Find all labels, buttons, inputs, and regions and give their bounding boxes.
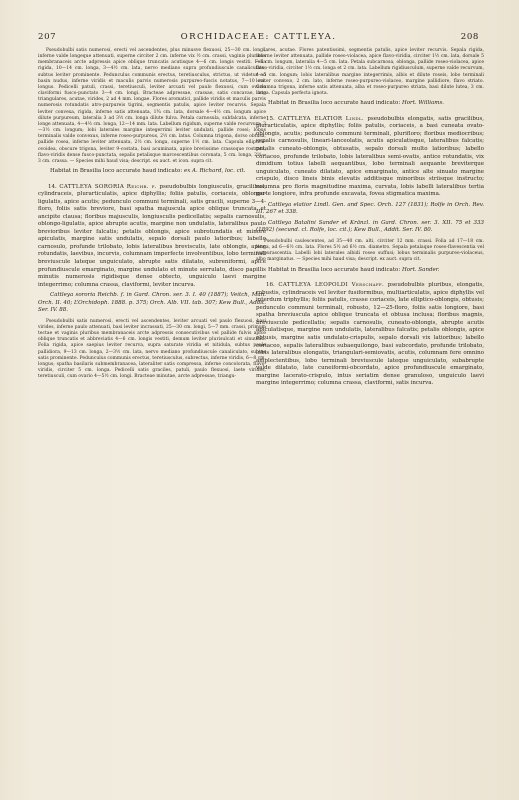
- species-name: CATTLEYA LEOPOLDI: [278, 282, 348, 289]
- species-author: Lindl.: [345, 115, 364, 122]
- species-diagnosis: pseudobulbis pluribus, elongatis, robustis, cylindraceis vel leviter fusiformibus, multiarticulatis, apice diphyllis vel interdum triphyllis; foliis patulis, crasse coriaceis, late elliptico-oblongis, obtusis; pedunculo communi terminali, robusto, 12—25-floro, foliis satis longiore, basi spatha breviuscula apice oblique truncata et obtusa inclusa; floribus magnis, breviuscule pedicellatis; sepalis carnosulis, cuneato-oblongis, abrupte acutis apiculatisque, margine non undulatis, lateralibus falcatis; petalis oblongis, apice obtusis, margine satis undulato-crispulis, sepalo dorsali vix latioribus; labello coriaceo, sepalis lateralibus subaequilongo, basi subcordato, profunde trilobato, lobis lateralibus elongatis, triangulari-semiovatis, acutis, columnam fere omnino amplectentibus, lobo terminali breviuscule lateque unguiculato, subabrupte valde dilatato, late cuneiformi-obcordato, apice profundiuscule emarginato, margine lacerato-crispulo, intus seriatim dense granuloso, unguiculo laevi margine integerrimo; columna crassa, claviformi, satis incurva.: [256, 282, 485, 387]
- species-number: 16.: [266, 282, 275, 289]
- description-paragraph: Pseudobulbi caulescentes, ad 35—40 cm. alti, circiter 12 mm. crassi. Folia ad 17—18 cm. longa, ad 6—6½ cm. lata. Flores 5½ ad 6½ cm. diametro. Sepala petalaque roseo-flavescentia vel purpurascentia. Labelli lobi laterales albidi roseo suffusi; lobus terminalis purpureo-violaceus, albo marginatus. — Species mihi haud visa; descript. ex auct. supra cit.: [256, 239, 484, 263]
- description-paragraph: Pseudobulbi satis numerosi, erecti vel ascendentes, leviter arcuati vel paulo flexuosi, basi virides, inferne paulo attenuati, basi leviter incrassati, 25—30 cm. longi, 5—7 mm. crassi, primum tectae et vaginis pluribus membranaceis arcte adpressis consecutivibus vel pallide fulvis apice oblique truncatis et abbreviatis 4—6 cm. longis vestiti, demum leviter plurisulcati et sinuulati. Folia rigida, apice saepius leviter recurva, supra saturate viridia et nitidula, subtus paulo pallidiora, 9—13 cm. longa, 2—3½ cm. lata, nervo mediano profundiuscule canaliculato, subtus satis prominente. Pedunculus communis erectus, teretiusculus, subrectus, inferne viridis, 6—8 cm. longus; spatha basilaris submembranacea, lateraliter satis compressa, inferne concolorata, flavo-viridis, circiter 5 cm. longa. Pedicelli satis graciles, patuli, paulo flexuosi, laete virides, teretiusculi, cum ovario 4—5½ cm. longi. Bracteae minutae, arcte adpressae, triangu-: [38, 318, 266, 380]
- synonymy: Cattleya sororia Reichb. f. in Gard. Chron. ser. 3. I. 40 (1887); Veitch, Man. Orch. II. 40; L’Orchidoph. 1888. p. 375; Orch. Alb. VII. tab. 307; Kew Bull., Addit. Ser. IV. 88.: [38, 292, 266, 314]
- synonymy: Cattleya Batalini Sander et Kränzl. in Gard. Chron. ser. 3. XII. 75 et 333 (1892) (secund. cl. Rolfe, loc. cit.); Kew Bull., Addit. Ser. IV. 80.: [256, 219, 484, 234]
- species-entry-16: [256, 282, 484, 388]
- species-diagnosis: pseudobulbis longiusculis, gracilibus, cylindraceis, plurarticulatis, apice diphyllis; foliis patulis, coriaceis, oblongo-ligulatis, apice acutis; pedunculo communi terminali, satis gracili, superne 3—4-floro, foliis satis breviore, basi spatha majuscula apice oblique truncata et ancipite clausa; floribus majusculis, longiusculis pedicellatis; sepalis carnosulis, oblongo-ligulatis, apice abrupte acutis, margine non undulatis, lateralibus paulo brevioribus leviter falcatis; petalis oblongis, apice subrotundatis et minore apiculatis, margine satis undulatis, sepalo dorsali paulo latioribus; labello carnosulo, profunde trilobato, lobis lateralibus brevisculis, late oblongis, apice rotundatis, laevibus, incurvis, columnam imperfecte involventibus, lobo terminali breviuscule lateque unguiculato, abrupte satis dilatato, subreniformi, apice profundiuscule emarginato, margine undulato et minute serrulato, disco papillis minutis numerosis rigidisque dense obtecto, unguiculo laevi margine integerrimo; columna crassa, claviformi, leviter incurva.: [38, 183, 266, 288]
- species-number: 15.: [266, 115, 275, 122]
- habitat-label: Habitat in Brasilia loco accurate haud indicato:: [50, 167, 183, 174]
- left-column: [38, 48, 266, 380]
- species-name: CATTLEYA SORORIA: [59, 183, 125, 190]
- synonymy: Cattleya elatior Lindl. Gen. and Spec. Orch. 127 (1831); Rolfe in Orch. Rev. III. 267 et 338.: [256, 201, 484, 216]
- right-column: [256, 48, 484, 388]
- description-paragraph: Pseudobulbi satis numerosi, erecti vel ascendentes, plus minusve flexuosi, 25—30 cm. longi, inferne valde longeque attenuati, superne circiter 2 cm. inferne vix ½ cm. crassi, vaginis pluribus membranaceis arcte adpressis apice oblique truncatis acutisque 4—6 cm. longis vestiti. Folia rigida, 10—14 cm. longa, 3—4½ cm. lata, nervo mediano supra profundiuscule canaliculato, subtus leviter prominente. Pedunculus communis erectus, teretiusculus, strictus, ut videtur ad basin nudus, inferne viridis et maculis parvis numerosis purpureo-fuscis notatus, 7—10 cm. longus. Pedicelli patuli, crassi, teretiusculi, leviter arcuati vel paulo flexuosi, cum ovario claviformi fusco-punctato 3—4 cm. longi. Bracteae adpressae, crassae, satis concavae, late triangulares, acutae, virides, 2 ad 4 mm. longae. Flores aromatici, pallide viridis et maculis parvis numerosis rotundatis atro-purpureis tigrini, segmentis patulis, apice leviter recurvis. Sepala leviter convexa, rigida, inferne satis attenuata, 1¾ cm. lata, dorsale 4—4½ cm. longum apice dilute purpureum, lateralia 3 ad 3½ cm. longa dilute fulva. Petala carnosula, subfalcata, inferne longe attenuata, 4—4½ cm. longa, 12—14 mm. lata. Labellum rigidum, superne valde recurvum, 3—3½ cm. longum; lobi laterales margine integerrimi leviter undulati, pallide rosei; lobus terminalis valde convexus, inferne roseo-purpureus, 2½ cm. latus. Columna trigona, dorso obtusa, pallide rosea, inferne leviter attenuata, 2½ cm. longa, superne 1½ cm. lata. Capsula elliptico-ovoidea, obscure trigona, leviter 9-costata, basi acuminata, apice brevissime crassoque rostrata, flavo-viridis dense fusco-punctata, sepalis petalisque marcescentibus coronata, 5 cm. longa, 2½—3 cm. crassa. — Species mihi haud visa; descript. ex auct. et icon. supra cit.: [38, 48, 266, 164]
- species-author: Verschaff.: [351, 282, 385, 289]
- species-diagnosis: pseudobulbis elongatis, satis gracilibus, plurarticulatis, apice diphyllis; foliis patulis, coriaceis, a basi cuneata ovato-oblongis, acutis; pedunculo communi terminali, plurifloro; floribus mediocribus; sepalis carnosulis, lineari-lanceolatis, acutis apiculatisque, lateralibus falcatis; petalis cuneato-oblongis, obtusatis, sepalo dorsali multo latioribus; labello coriaceo, profunde trilobato, lobis lateralibus semi-ovatis, antice rotundatis, vix dimidium totius labelli aequantibus, lobo terminali aequante breviterque unguiculato, cuneato dilatato, apice emarginato, antice alte sinuato margine crispulo, disco lineis binis elevatis additisque minoribus striisque instructo; columna pro floris magnitudine maxima, curvata, lobis labelli lateralibus tertia parte longiore, infra profunde excavata, fovea stigmatica maxima.: [256, 115, 485, 198]
- habitat-note: [256, 100, 484, 108]
- running-header: [38, 32, 479, 42]
- species-name: CATTLEYA ELATIOR: [278, 115, 343, 122]
- species-entry-14: [38, 184, 266, 290]
- species-author: Reichb. f.: [126, 183, 157, 190]
- description-paragraph: lares, acutae. Flores patentissimi, segmentis patulis, apice leviter recurvis. Sepala rigida, inferne leviter attenuata, pallide roseo-violacea, apice flavo-viridia, circiter 1½ cm. lata, dorsale 5—6 cm. longum, lateralia 4—5 cm. lata. Petala subcarnosa, oblonga, pallide roseo-violacea, apice flavo-viridia, circiter 1½ cm. longa et 2 cm. lata. Labellum rigidiusculum, superne valde recurvum, 4—5 cm. longum; lobis lateralibus margine integerrimis, albis et dilute roseis, lobo terminali leviter convexo, 2 cm. lato, inferne roseo-purpureo-violaceo, margine pallidiore, flavo striato. Columna trigona, inferne satis attenuata, alba et roseo-purpureo striata, basi dilute lutea, 3 cm. longa. Capsula perfecta ignota.: [256, 48, 484, 97]
- habitat-source: Hort. Sander.: [401, 266, 440, 273]
- habitat-source: ex A. Richard, loc. cit.: [183, 167, 246, 174]
- habitat-label: Habitat in Brasilia loco accurate haud indicato:: [268, 266, 401, 273]
- page-number-left: 207: [38, 32, 57, 42]
- habitat-note: [38, 168, 266, 176]
- habitat-source: Hort. Williams.: [401, 100, 445, 107]
- species-number: 14.: [48, 183, 57, 190]
- page-number-right: 208: [460, 32, 479, 42]
- habitat-note: [256, 267, 484, 275]
- habitat-label: Habitat in Brasilia loco accurate haud indicato:: [268, 100, 401, 107]
- species-entry-15: [256, 116, 484, 199]
- running-title: ORCHIDACEAE: CATTLEYA.: [180, 32, 337, 42]
